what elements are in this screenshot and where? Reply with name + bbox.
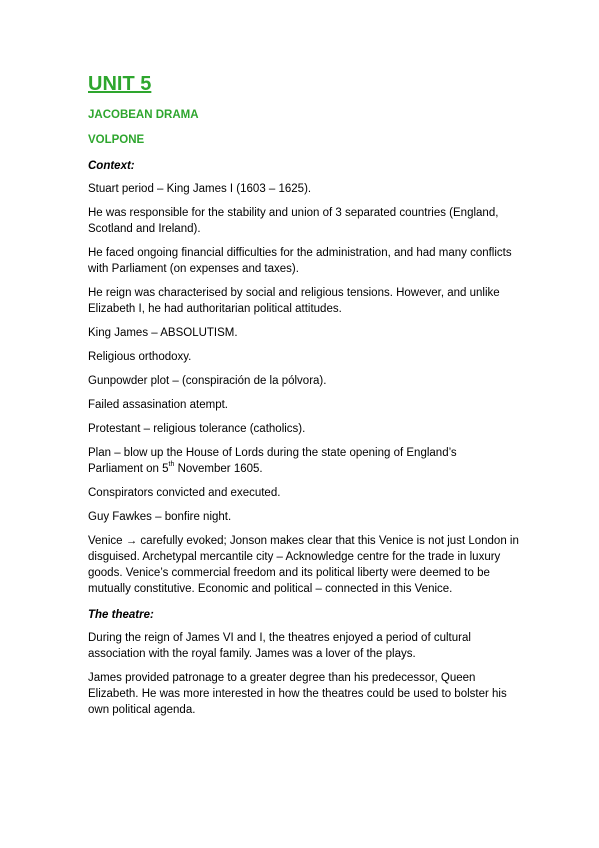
ordinal-suffix: th: [168, 461, 175, 469]
context-paragraph: He reign was characterised by social and religious tensions. However, and unlike Elizabeth I, he had authoritarian political attitudes.: [88, 287, 500, 315]
context-paragraph: He faced ongoing financial difficulties for the administration, and had many conflicts with Parliament (on expenses and taxes).: [88, 247, 512, 275]
document-page: [88, 72, 528, 718]
context-paragraph: Gunpowder plot – (conspiración de la pólvora).: [88, 375, 327, 387]
context-paragraph: Guy Fawkes – bonfire night.: [88, 511, 232, 523]
context-paragraph: He was responsible for the stability and union of 3 separated countries (England, Scotland and Ireland).: [88, 207, 499, 235]
context-paragraph: Religious orthodoxy.: [88, 351, 192, 363]
context-paragraph: King James – ABSOLUTISM.: [88, 327, 238, 339]
theatre-paragraph: James provided patronage to a greater degree than his predecessor, Queen Elizabeth. He was more interested in how the theatres could be used to bolster his own political agenda.: [88, 672, 507, 716]
plan-line-2-suffix: November 1605.: [174, 463, 263, 475]
context-heading: Context:: [88, 160, 135, 172]
work-title: VOLPONE: [88, 134, 145, 146]
context-paragraph: Failed assasination atempt.: [88, 399, 228, 411]
theatre-heading: The theatre:: [88, 609, 154, 621]
context-paragraph: Conspirators convicted and executed.: [88, 487, 281, 499]
subtitle: JACOBEAN DRAMA: [88, 109, 199, 121]
context-paragraph: Protestant – religious tolerance (catholics).: [88, 423, 306, 435]
unit-title: UNIT 5: [88, 73, 152, 95]
plan-paragraph: [88, 445, 528, 477]
plan-line-1: Plan – blow up the House of Lords during the state opening of England’s: [88, 447, 457, 459]
theatre-paragraph: During the reign of James VI and I, the theatres enjoyed a period of cultural association with the royal family. James was a lover of the plays.: [88, 632, 471, 660]
context-paragraph: Stuart period – King James I (1603 – 1625).: [88, 183, 312, 195]
venice-paragraph: Venice → carefully evoked; Jonson makes clear that this Venice is not just London in disguised. Archetypal mercantile city – Acknowledge centre for the trade in luxury goods. Venice’s commercial freedom and its political liberty were deemed to be mutually constitutive. Economic and political – connected in this Venice.: [88, 535, 519, 595]
plan-line-2-prefix: Parliament on 5: [88, 463, 169, 475]
